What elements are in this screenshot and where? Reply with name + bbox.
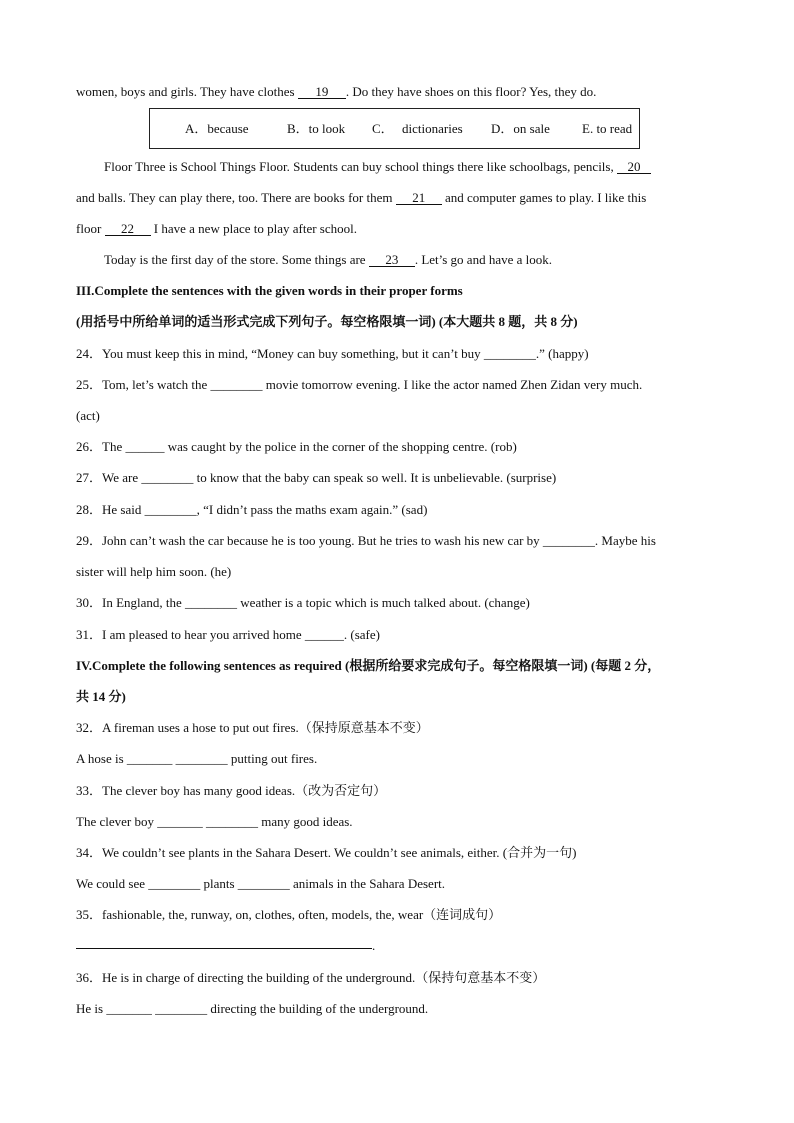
passage-text: floor — [76, 221, 105, 236]
question-30: 30．In England, the ________ weather is a topic which is much talked about. (change) — [76, 595, 530, 610]
passage-line-5 — [104, 252, 552, 268]
section-3-title: III.Complete the sentences with the given words in their proper forms — [76, 283, 463, 298]
answer-35-line[interactable] — [76, 948, 372, 949]
option-c: C． — [372, 121, 394, 136]
passage-text: . Let’s go and have a look. — [414, 252, 552, 267]
passage-text: . Do they have shoes on this floor? Yes, they do. — [345, 84, 597, 99]
question-33: 33．The clever boy has many good ideas.（改为否定句） — [76, 783, 387, 798]
answer-34[interactable]: We could see ________ plants ________ animals in the Sahara Desert. — [76, 876, 446, 891]
question-29-cont: sister will help him soon. (he) — [76, 564, 232, 579]
question-28: 28．He said ________, “I didn’t pass the maths exam again.” (sad) — [76, 502, 428, 517]
word-bank-box — [149, 108, 640, 149]
blank-23[interactable]: 23 — [369, 253, 415, 267]
blank-19[interactable]: 19 — [298, 85, 346, 99]
passage-text: Floor Three is School Things Floor. Students can buy school things there like schoolbags, pencils, — [104, 159, 617, 174]
option-b: B．to look — [287, 121, 346, 136]
option-e: E. to read — [582, 121, 633, 136]
answer-35-period: . — [372, 938, 376, 953]
question-26: 26．The ______ was caught by the police in the corner of the shopping centre. (rob) — [76, 439, 517, 454]
passage-text: Today is the first day of the store. Some things are — [104, 252, 369, 267]
question-29: 29．John can’t wash the car because he is too young. But he tries to wash his new car by ________. Maybe his — [76, 533, 656, 548]
answer-32[interactable]: A hose is _______ ________ putting out fires. — [76, 751, 318, 766]
passage-text: women, boys and girls. They have clothes — [76, 84, 298, 99]
passage-text: I have a new place to play after school. — [150, 221, 357, 236]
question-36: 36．He is in charge of directing the building of the underground.（保持句意基本不变） — [76, 970, 546, 985]
passage-line-1 — [76, 84, 596, 100]
passage-text: and balls. They can play there, too. There are books for them — [76, 190, 396, 205]
question-25: 25．Tom, let’s watch the ________ movie tomorrow evening. I like the actor named Zhen Zidan very much. — [76, 377, 643, 392]
option-a: A．because — [185, 121, 249, 136]
question-35: 35．fashionable, the, runway, on, clothes, often, models, the, wear（连词成句） — [76, 907, 502, 922]
option-d: D．on sale — [491, 121, 550, 136]
section-4-title: IV.Complete the following sentences as required (根据所给要求完成句子。每空格限填一词) (每题 2 分， — [76, 658, 661, 673]
question-25-cont: (act) — [76, 408, 100, 423]
passage-line-4 — [76, 221, 357, 237]
question-31: 31．I am pleased to hear you arrived home ______. (safe) — [76, 627, 380, 642]
blank-20[interactable]: 20 — [617, 160, 651, 174]
question-27: 27．We are ________ to know that the baby can speak so well. It is unbelievable. (surprise) — [76, 470, 557, 485]
answer-36[interactable]: He is _______ ________ directing the building of the underground. — [76, 1001, 429, 1016]
question-32: 32．A fireman uses a hose to put out fires.（保持原意基本不变） — [76, 720, 429, 735]
section-4-title-cont: 共 14 分) — [76, 689, 126, 704]
section-3-subtitle: (用括号中所给单词的适当形式完成下列句子。每空格限填一词) (本大题共 8 题，共 8 分) — [76, 314, 578, 329]
passage-line-2 — [104, 159, 651, 175]
blank-21[interactable]: 21 — [396, 191, 442, 205]
answer-33[interactable]: The clever boy _______ ________ many good ideas. — [76, 814, 353, 829]
passage-line-3 — [76, 190, 646, 206]
question-24: 24．You must keep this in mind, “Money can buy something, but it can’t buy ________.” (happy) — [76, 346, 589, 361]
blank-22[interactable]: 22 — [105, 222, 151, 236]
option-c-text: dictionaries — [402, 121, 463, 136]
question-34: 34．We couldn’t see plants in the Sahara Desert. We couldn’t see animals, either. (合并为一句) — [76, 845, 577, 860]
passage-text: and computer games to play. I like this — [441, 190, 647, 205]
